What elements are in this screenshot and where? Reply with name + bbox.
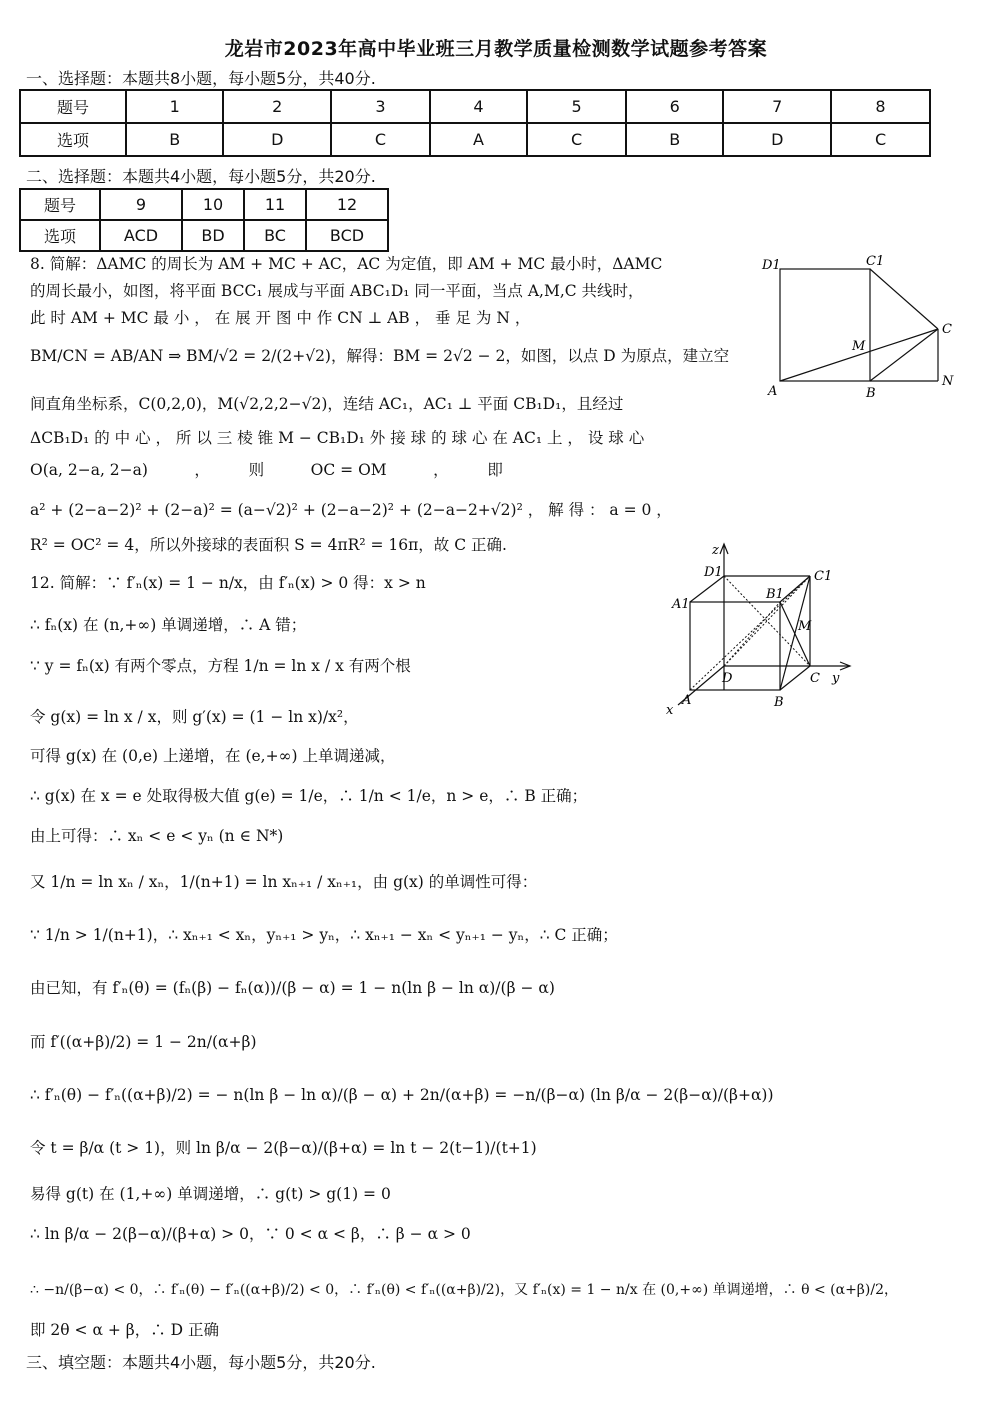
label-y: y bbox=[832, 671, 840, 686]
table-cell: C bbox=[831, 123, 930, 156]
table-cell: BCD bbox=[306, 220, 388, 251]
q12-line-1: 12. 简解：∵ f′ₙ(x) = 1 − n/x，由 f′ₙ(x) > 0 得：x > n bbox=[30, 574, 426, 592]
q8-line-3: 此 时 AM + MC 最 小 ， 在 展 开 图 中 作 CN ⊥ AB ， 垂 足 为 N ， bbox=[30, 309, 531, 327]
table-cell: 8 bbox=[831, 90, 930, 123]
q12-line-3: ∵ y = fₙ(x) 有两个零点，方程 1/n = ln x / x 有两个根 bbox=[30, 657, 411, 675]
row-label: 题号 bbox=[20, 90, 126, 123]
section2-heading: 二、选择题：本题共4小题，每小题5分，共20分. bbox=[26, 167, 376, 186]
q12-line-9: ∵ 1/n > 1/(n+1)，∴ xₙ₊₁ < xₙ，yₙ₊₁ > yₙ，∴ xₙ₊₁ − xₙ < yₙ₊₁ − yₙ，∴ C 正确； bbox=[30, 926, 618, 944]
table-cell: ACD bbox=[100, 220, 182, 251]
q8-line-7: O(a, 2−a, 2−a) ， 则 OC = OM ， 即 bbox=[30, 461, 503, 479]
table-row bbox=[20, 220, 388, 251]
label-m: M bbox=[798, 619, 812, 634]
table-row bbox=[20, 90, 930, 123]
table-cell: BC bbox=[244, 220, 306, 251]
q12-line-5: 可得 g(x) 在 (0,e) 上递增，在 (e,+∞) 上单调递减， bbox=[30, 747, 396, 765]
q8-line-5: 间直角坐标系，C(0,2,0)，M(√2,2,2−√2)，连结 AC₁，AC₁ ⊥ 平面 CB₁D₁，且经过 bbox=[30, 395, 624, 413]
label-b: B bbox=[866, 386, 876, 401]
label-b: B bbox=[774, 695, 784, 710]
table-cell: 4 bbox=[430, 90, 527, 123]
table-cell: A bbox=[430, 123, 527, 156]
table-cell: 3 bbox=[331, 90, 430, 123]
table-cell: 10 bbox=[182, 189, 244, 220]
label-a: A bbox=[768, 384, 778, 399]
table-cell: 1 bbox=[126, 90, 223, 123]
label-m: M bbox=[852, 339, 866, 354]
q8-line-4: BM/CN = AB/AN ⇒ BM/√2 = 2/(2+√2)，解得：BM = 2√2 − 2，如图，以点 D 为原点，建立空 bbox=[30, 347, 730, 365]
label-z: z bbox=[712, 543, 719, 558]
label-n: N bbox=[942, 374, 954, 389]
answer-table-1 bbox=[19, 89, 931, 157]
table-cell: D bbox=[223, 123, 331, 156]
table-cell: C bbox=[527, 123, 626, 156]
unfolded-square-diagram bbox=[760, 255, 970, 405]
q12-line-11: 而 f′((α+β)/2) = 1 − 2n/(α+β) bbox=[30, 1033, 257, 1051]
table-cell: 6 bbox=[626, 90, 723, 123]
label-b1: B1 bbox=[766, 587, 784, 602]
table-cell: 7 bbox=[723, 90, 831, 123]
q12-line-7: 由上可得：∴ xₙ < e < yₙ (n ∈ N*) bbox=[30, 827, 284, 845]
q12-line-13: 令 t = β/α (t > 1)，则 ln β/α − 2(β−α)/(β+α) = ln t − 2(t−1)/(t+1) bbox=[30, 1139, 537, 1157]
section1-heading: 一、选择题：本题共8小题，每小题5分，共40分. bbox=[26, 69, 376, 88]
table-cell: 9 bbox=[100, 189, 182, 220]
table-cell: B bbox=[126, 123, 223, 156]
label-a: A bbox=[682, 693, 692, 708]
table-row bbox=[20, 123, 930, 156]
q12-line-14: 易得 g(t) 在 (1,+∞) 单调递增，∴ g(t) > g(1) = 0 bbox=[30, 1185, 391, 1203]
table-cell: 12 bbox=[306, 189, 388, 220]
label-c: C bbox=[810, 671, 820, 686]
answer-table-2 bbox=[19, 188, 389, 252]
section3-heading: 三、填空题：本题共4小题，每小题5分，共20分. bbox=[26, 1353, 376, 1372]
row-label: 题号 bbox=[20, 189, 100, 220]
q12-line-16: ∴ −n/(β−α) < 0，∴ f′ₙ(θ) − f′ₙ((α+β)/2) < 0，∴ f′ₙ(θ) < f′ₙ((α+β)/2)，又 f′ₙ(x) = 1 − n/x 在 (0,+∞) 单调递增，∴ θ < (α+β)/2， bbox=[30, 1282, 898, 1298]
row-label: 选项 bbox=[20, 123, 126, 156]
label-a1: A1 bbox=[672, 597, 690, 612]
q12-line-2: ∴ fₙ(x) 在 (n,+∞) 单调递增，∴ A 错； bbox=[30, 616, 307, 634]
label-x: x bbox=[666, 703, 674, 718]
label-d1: D1 bbox=[704, 565, 723, 580]
table-cell: 5 bbox=[527, 90, 626, 123]
q12-line-15: ∴ ln β/α − 2(β−α)/(β+α) > 0，∵ 0 < α < β，∴ β − α > 0 bbox=[30, 1225, 471, 1243]
label-d: D bbox=[722, 671, 733, 686]
q12-line-8: 又 1/n = ln xₙ / xₙ，1/(n+1) = ln xₙ₊₁ / xₙ₊₁，由 g(x) 的单调性可得： bbox=[30, 873, 538, 891]
q12-line-10: 由已知，有 f′ₙ(θ) = (fₙ(β) − fₙ(α))/(β − α) = 1 − n(ln β − ln α)/(β − α) bbox=[30, 979, 555, 997]
table-cell: 2 bbox=[223, 90, 331, 123]
q8-line-6: ΔCB₁D₁ 的 中 心 ， 所 以 三 棱 锥 M − CB₁D₁ 外 接 球 的 球 心 在 AC₁ 上 ， 设 球 心 bbox=[30, 429, 645, 447]
q12-line-12: ∴ f′ₙ(θ) − f′ₙ((α+β)/2) = − n(ln β − ln α)/(β − α) + 2n/(α+β) = −n/(β−α) (ln β/α − 2(β−α)/(β+α)) bbox=[30, 1086, 774, 1104]
table-row bbox=[20, 189, 388, 220]
label-c: C bbox=[942, 322, 952, 337]
q12-line-17: 即 2θ < α + β，∴ D 正确 bbox=[30, 1321, 220, 1339]
row-label: 选项 bbox=[20, 220, 100, 251]
q12-line-6: ∴ g(x) 在 x = e 处取得极大值 g(e) = 1/e，∴ 1/n < 1/e，n > e，∴ B 正确； bbox=[30, 787, 588, 805]
label-c1: C1 bbox=[866, 255, 885, 269]
q8-line-8: a² + (2−a−2)² + (2−a)² = (a−√2)² + (2−a−2)² + (2−a−2+√2)² ， 解 得 ： a = 0 ， bbox=[30, 501, 672, 519]
q8-line-1: 8. 简解：ΔAMC 的周长为 AM + MC + AC，AC 为定值，即 AM + MC 最小时，ΔAMC bbox=[30, 255, 663, 273]
table-cell: 11 bbox=[244, 189, 306, 220]
q8-line-9: R² = OC² = 4，所以外接球的表面积 S = 4πR² = 16π，故 C 正确. bbox=[30, 536, 507, 554]
table-cell: B bbox=[626, 123, 723, 156]
table-cell: BD bbox=[182, 220, 244, 251]
table-cell: D bbox=[723, 123, 831, 156]
page-title: 龙岩市2023年高中毕业班三月教学质量检测数学试题参考答案 bbox=[224, 38, 768, 60]
table-cell: C bbox=[331, 123, 430, 156]
label-c1: C1 bbox=[814, 569, 833, 584]
q12-line-4: 令 g(x) = ln x / x，则 g′(x) = (1 − ln x)/x²， bbox=[30, 708, 359, 726]
cube-diagram bbox=[660, 540, 860, 720]
q8-line-2: 的周长最小，如图，将平面 BCC₁ 展成与平面 ABC₁D₁ 同一平面，当点 A,M,C 共线时， bbox=[30, 282, 644, 300]
label-d1: D1 bbox=[762, 258, 781, 273]
